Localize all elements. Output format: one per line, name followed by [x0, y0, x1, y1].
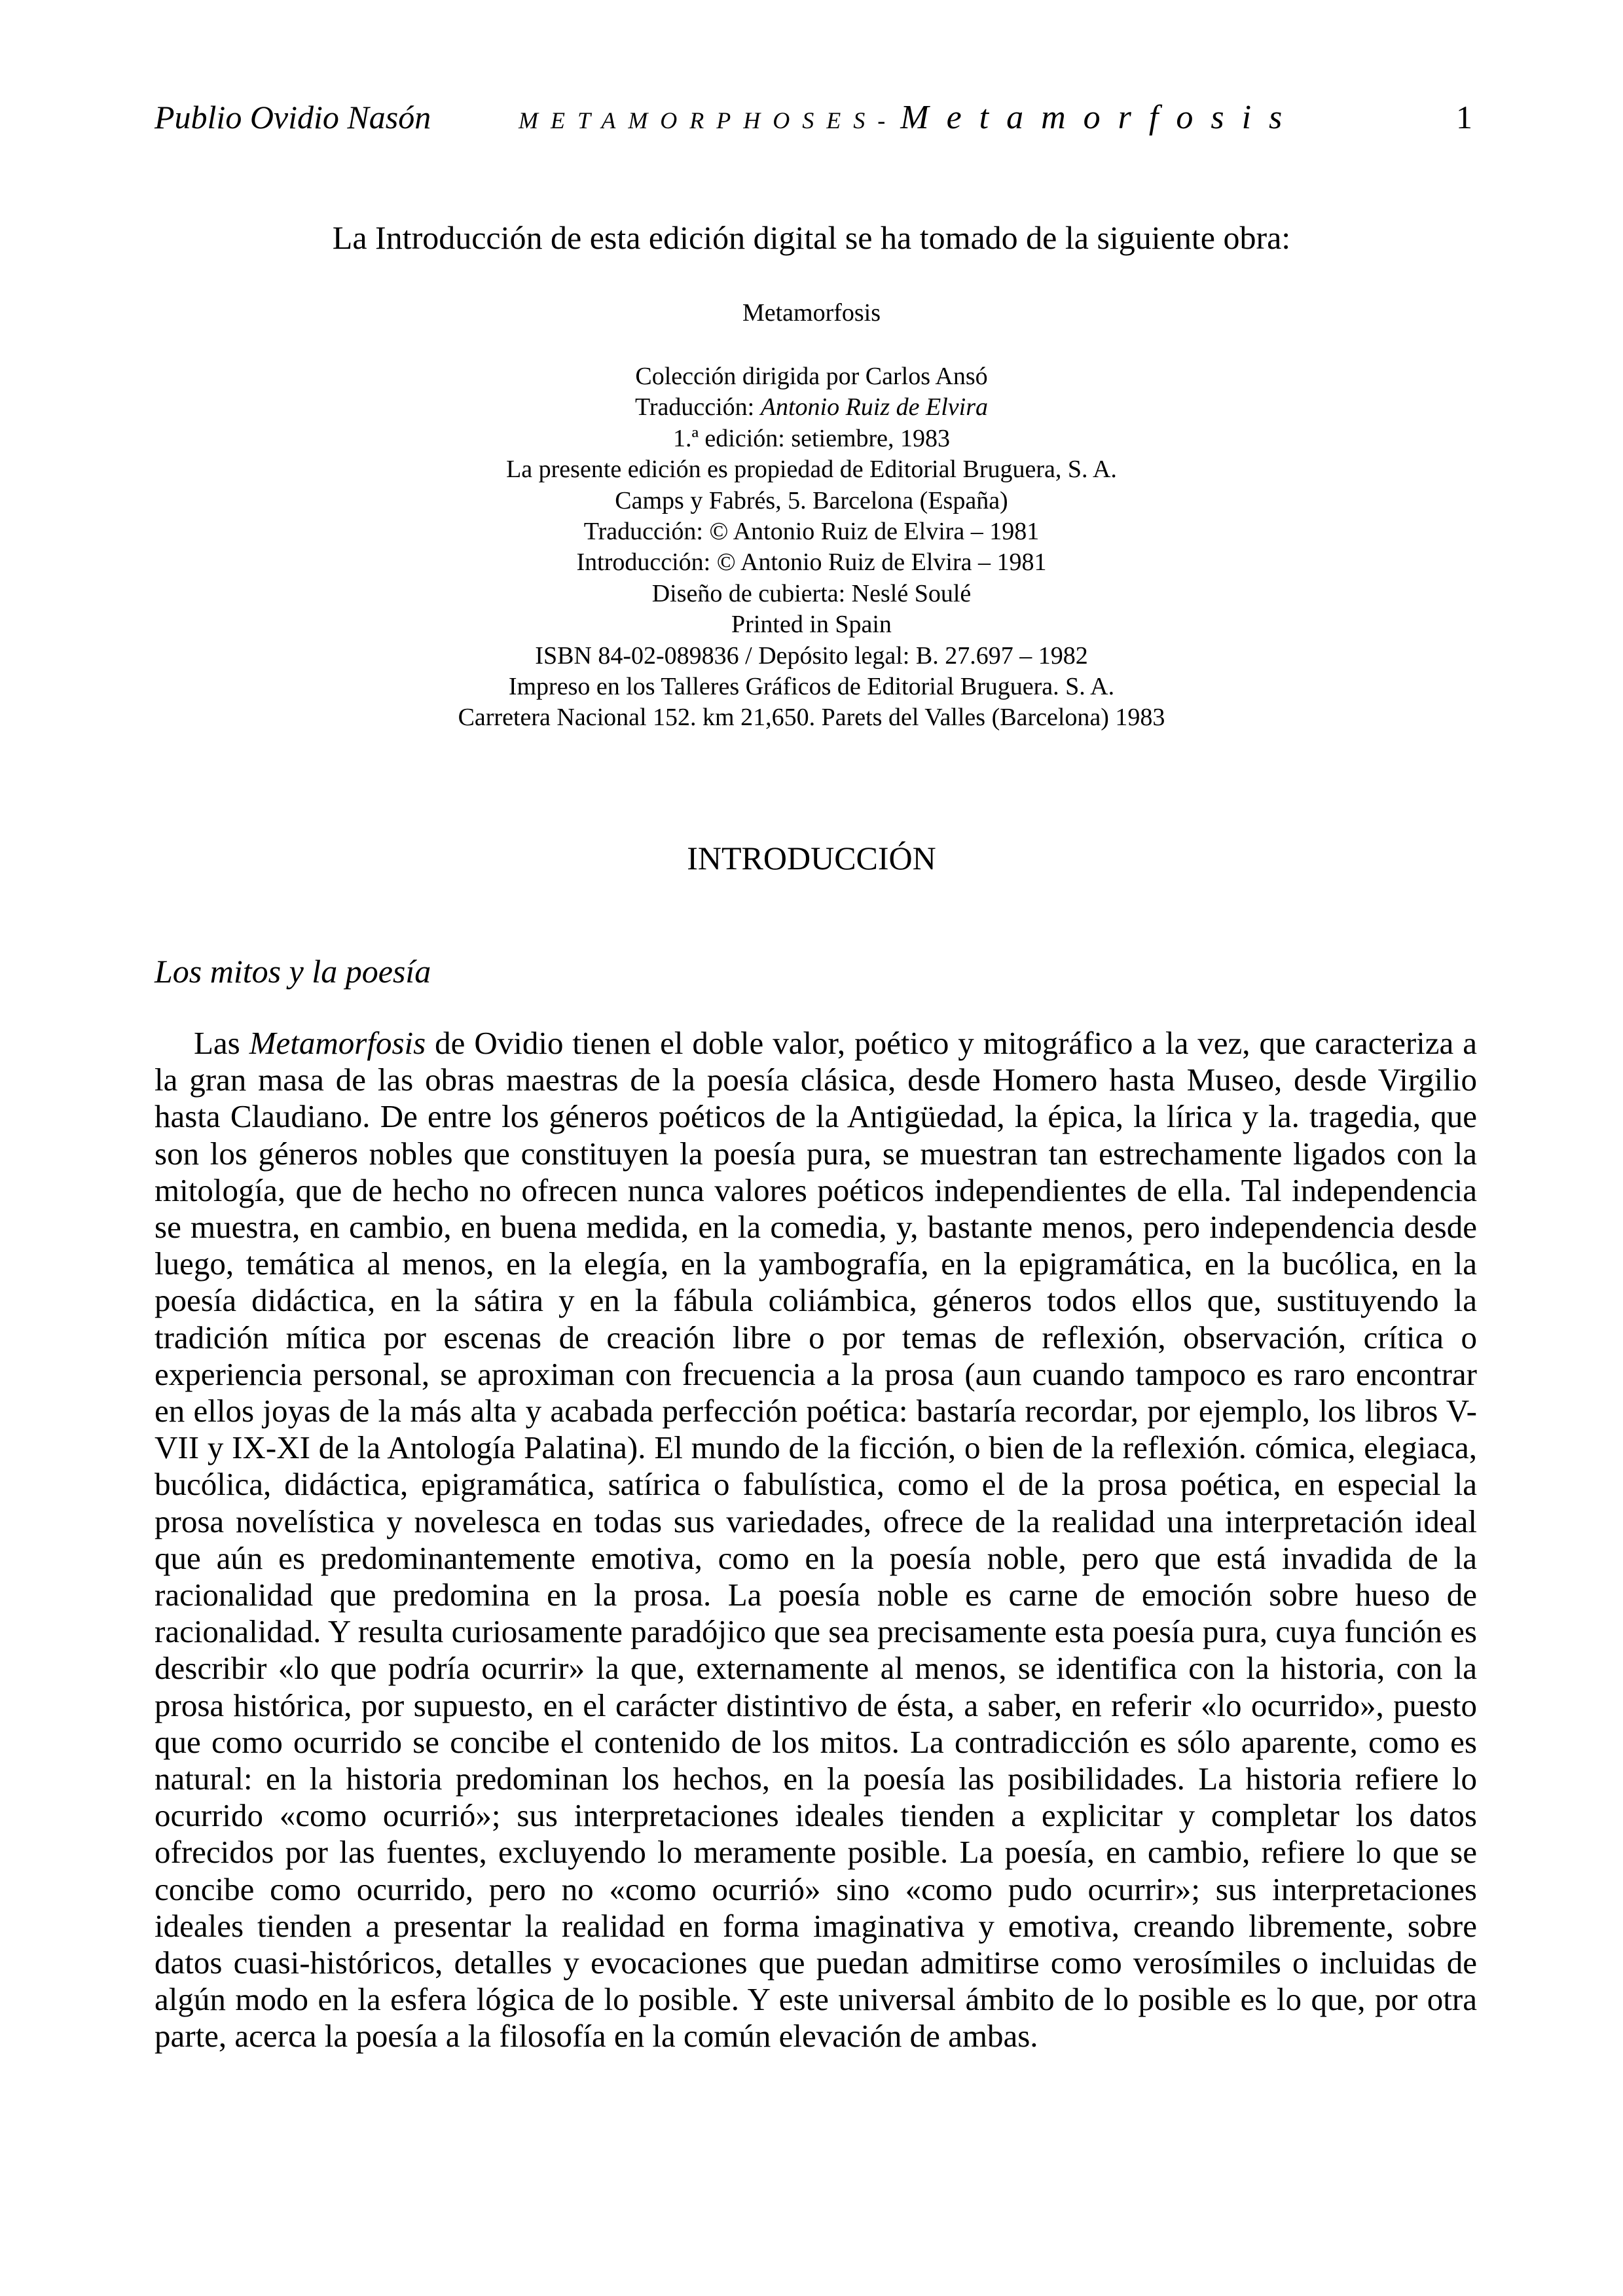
credits-printed: Printed in Spain	[731, 611, 892, 639]
credits-edition: 1.ª edición: setiembre, 1983	[672, 424, 951, 452]
credits-book-title: Metamorfosis	[742, 299, 881, 327]
credits-block	[0, 298, 1623, 734]
credits-translator: Antonio Ruiz de Elvira	[760, 393, 988, 422]
body-paragraph	[155, 1025, 1477, 2055]
section-heading: INTRODUCCIÓN	[687, 840, 936, 876]
credits-cover-design: Diseño de cubierta: Neslé Soulé	[651, 579, 972, 607]
subsection-heading: Los mitos y la poesía	[155, 953, 431, 990]
credits-introduction-copyright: Introducción: © Antonio Ruiz de Elvira – 1981	[576, 548, 1047, 577]
credits-translation	[0, 392, 1623, 423]
header-title	[519, 98, 1300, 137]
paragraph-text: de Ovidio tienen el doble valor, poético y mitográfico a la vez, que caracteriza a la gran masa de las obras maestras de la poesía clásica, desde Homero hasta Museo, desde Virgilio hasta Claudiano. De entre los géneros poéticos de la Antigüedad, la épica, la lírica y la. tragedia, que son los géneros nobles que constituyen la poesía pura, se muestran tan estrechamente ligados con la mitología, que de hecho no ofrecen nunca valores poéticos independientes de ella. Tal independencia se muestra, en cambio, en buena medida, en la comedia, y, bastante menos, pero independencia desde luego, temática al menos, en la elegía, en la yambografía, en la epigramática, en la bucólica, en la poesía didáctica, en la sátira y en la fábula coliámbica, géneros todos ellos que, sustituyendo la tradición mítica por escenas de creación libre o por temas de reflexión, observación, crítica o experiencia personal, se aproximan con frecuencia a la prosa (aun cuando tampoco es raro encontrar en ellos joyas de la más alta y acabada perfección poética: bastaría recordar, por ejemplo, los libros V-VII y IX-XI de la Antología Palatina). El mundo de la ficción, o bien de la reflexión. cómica, elegiaca, bucólica, didáctica, epigramática, satírica o fabulística, como el de la prosa poética, en especial la prosa novelística y novelesca en todas sus variedades, ofrece de la realidad una interpretación ideal que aún es predominantemente emotiva, como en la poesía noble, pero que está invadida de la racionalidad que predomina en la prosa. La poesía noble es carne de emoción sobre hueso de racionalidad. Y resulta curiosamente paradójico que sea precisamente esta poesía pura, cuya función es describir «lo que podría ocurrir» la que, externamente al menos, se identifica con la historia, con la prosa histórica, por supuesto, en el carácter distintivo de ésta, a saber, en referir «lo ocurrido», puesto que como ocurrido se concibe el contenido de los mitos. La contradicción es sólo aparente, como es natural: en la historia predominan los hechos, en la poesía las posibilidades. La historia refiere lo ocurrido «como ocurrió»; sus interpretaciones ideales tienden a explicitar y completar los datos ofrecidos por las fuentes, excluyendo lo meramente posible. La poesía, en cambio, refiere lo que se concibe como ocurrido, pero no «como ocurrió» sino «como pudo ocurrir»; sus interpretaciones ideales tienden a presentar la realidad en forma imaginativa y emotiva, creando libremente, sobre datos cuasi-históricos, detalles y evocaciones que puedan admitirse como verosímiles o incluidas de algún modo en la esfera lógica de lo posible. Y este universal ámbito de lo posible es lo que, por otra parte, acerca la poesía a la filosofía en la común elevación de ambas.	[155, 1025, 1477, 2054]
running-header	[0, 98, 1623, 151]
credits-translation-label: Traducción:	[635, 393, 755, 422]
paragraph-italic-title: Metamorfosis	[249, 1025, 426, 1061]
credits-isbn: ISBN 84-02-089836 / Depósito legal: B. 27.697 – 1982	[535, 641, 1088, 670]
credits-ownership: La presente edición es propiedad de Editorial Bruguera, S. A.	[506, 456, 1117, 484]
credits-printer-address: Carretera Nacional 152. km 21,650. Parets del Valles (Barcelona) 1983	[458, 704, 1165, 732]
credits-translation-copyright: Traducción: © Antonio Ruiz de Elvira – 1981	[583, 518, 1040, 546]
header-title-latin: METAMORPHOSES-	[519, 107, 898, 134]
page-number: 1	[1456, 99, 1472, 135]
credits-printer: Impreso en los Talleres Gráficos de Editorial Bruguera. S. A.	[508, 673, 1115, 701]
source-note: La Introducción de esta edición digital se ha tomado de la siguiente obra:	[332, 219, 1291, 256]
credits-address: Camps y Fabrés, 5. Barcelona (España)	[615, 486, 1008, 514]
credits-collection: Colección dirigida por Carlos Ansó	[635, 363, 988, 390]
paragraph-lead-word: Las	[194, 1025, 240, 1061]
header-author: Publio Ovidio Nasón	[155, 99, 431, 135]
header-title-spanish: Metamorfosis	[900, 99, 1300, 136]
